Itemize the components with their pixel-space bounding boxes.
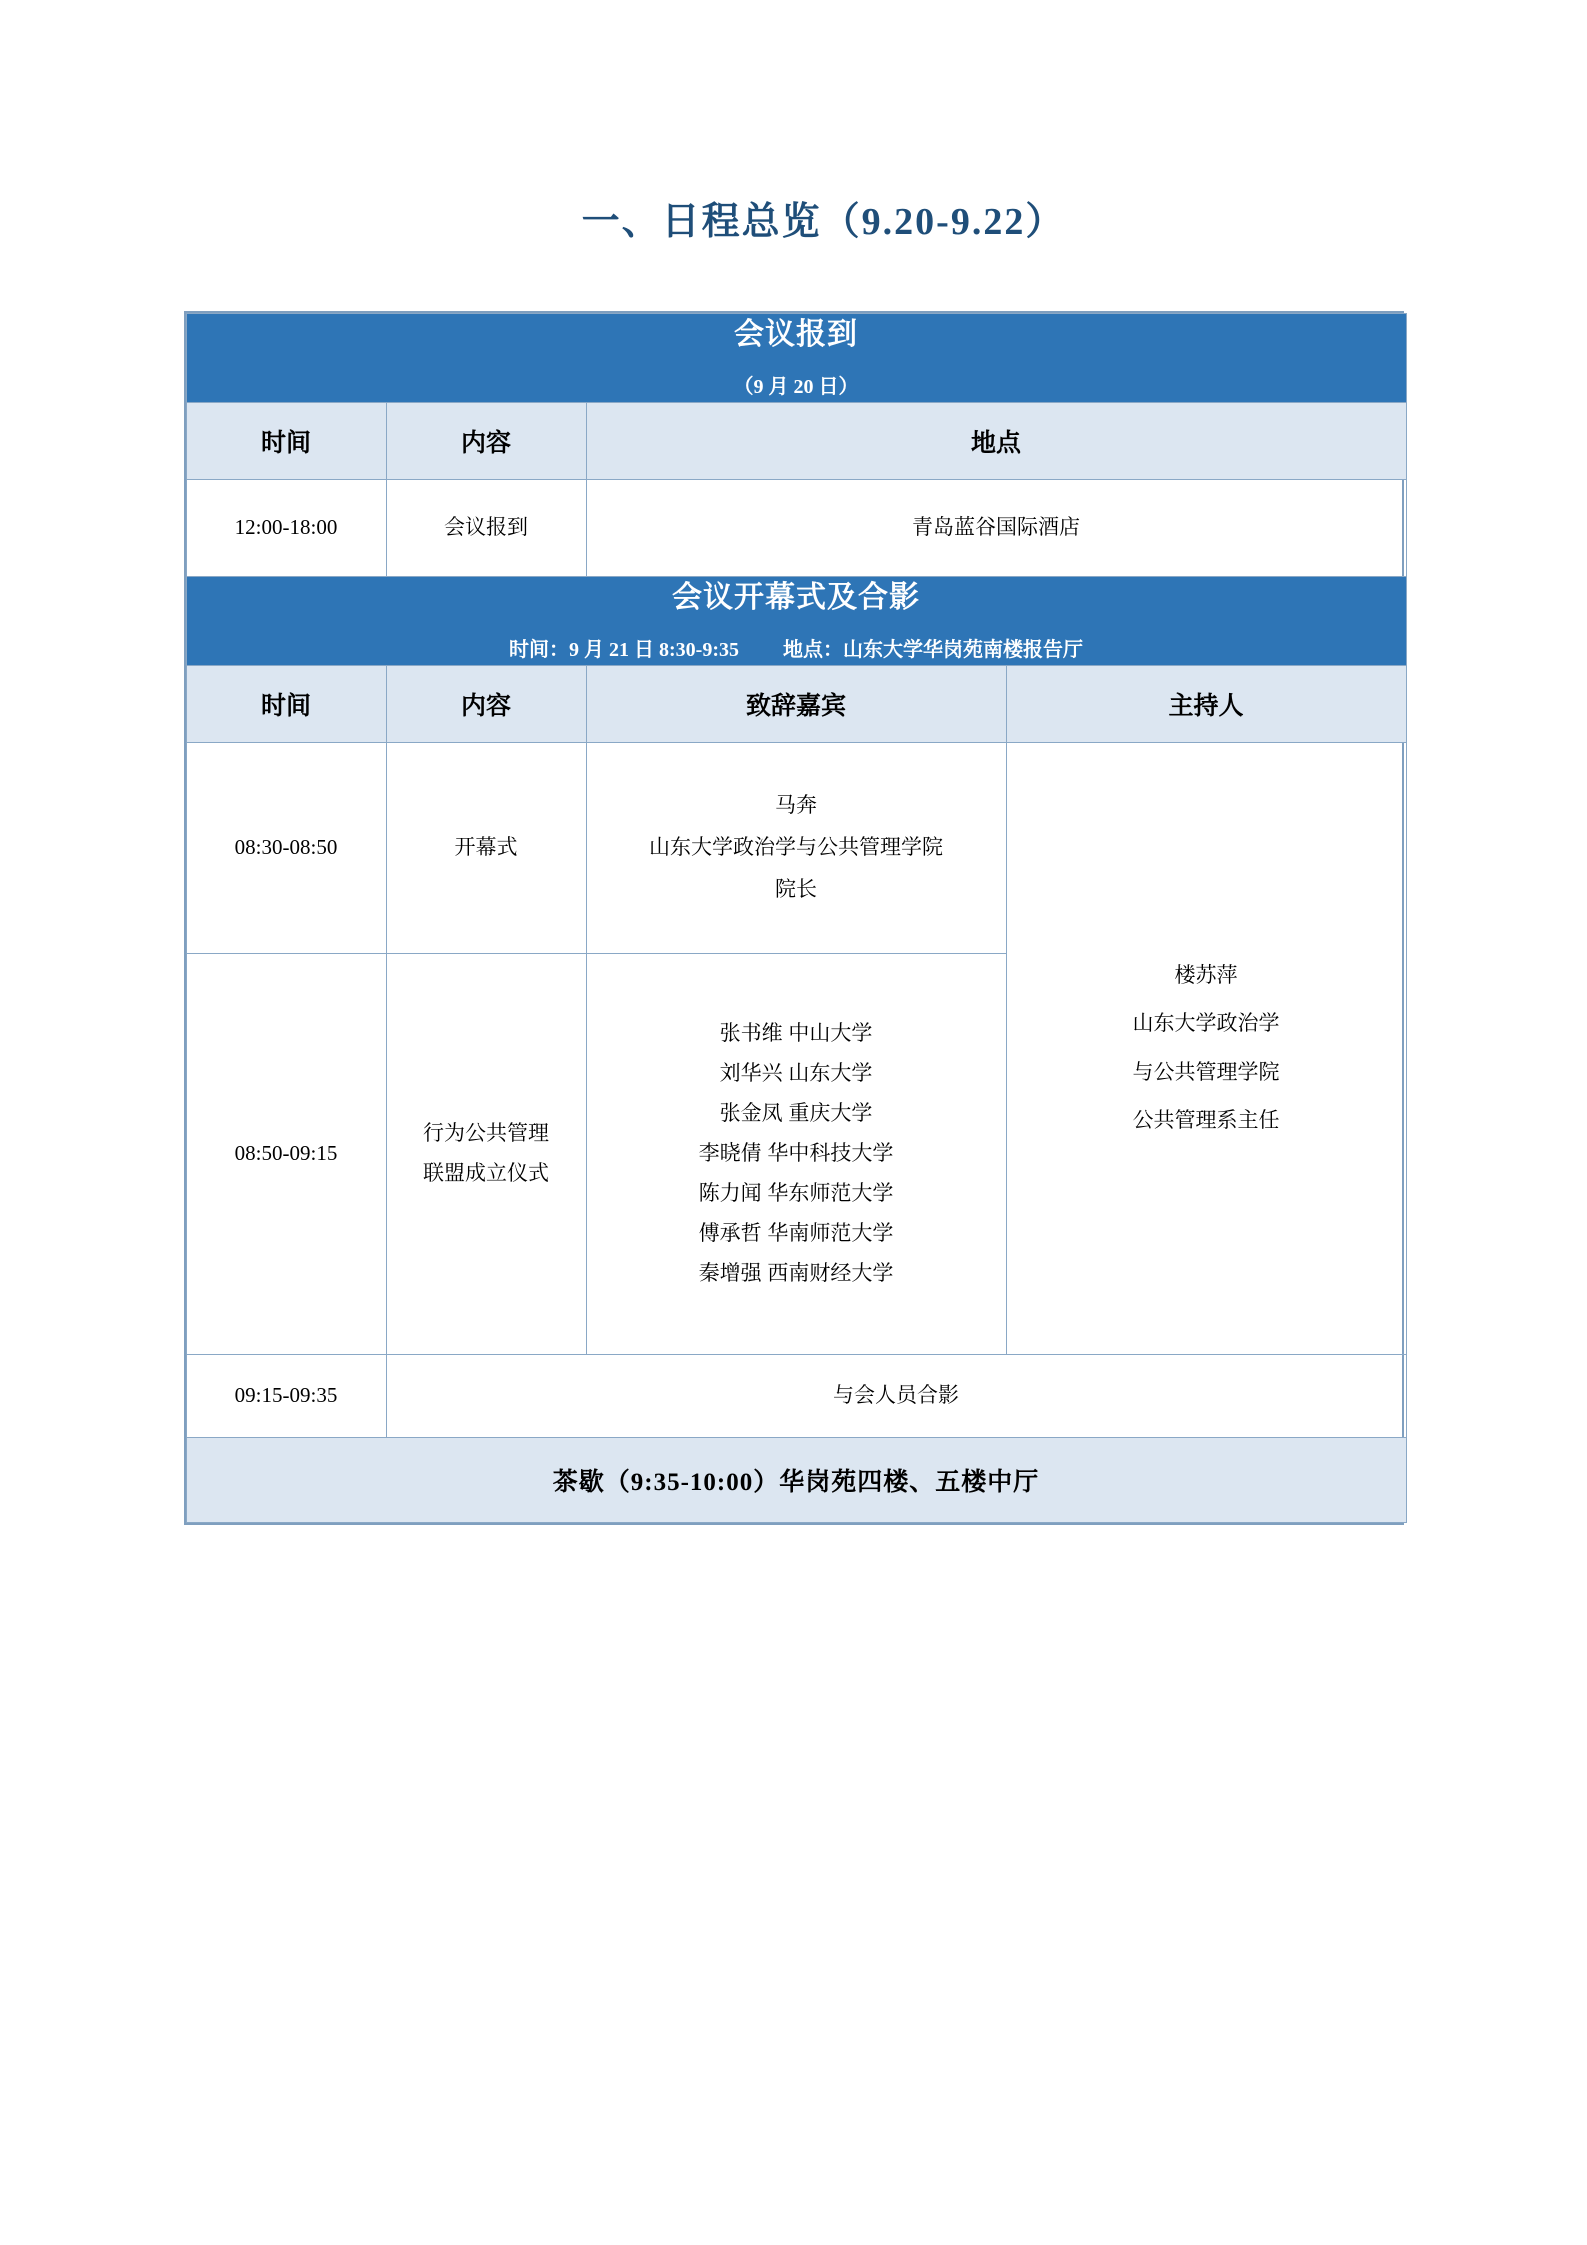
content-line-1: 行为公共管理	[423, 1122, 549, 1146]
opening-row2-content	[386, 954, 586, 1355]
content-line-2: 联盟成立仪式	[423, 1162, 549, 1185]
list-item: 陈力闻 华东师范大学	[698, 1181, 894, 1205]
tea-break-text: 茶歇（9:35-10:00）华岗苑四楼、五楼中厅	[186, 1438, 1406, 1523]
opening-row2-time: 08:50-09:15	[186, 954, 386, 1355]
list-item: 李晓倩 华中科技大学	[698, 1142, 894, 1166]
registration-header-place: 地点	[586, 403, 1406, 480]
opening-row1-guest	[586, 743, 1006, 954]
host-name: 楼苏萍	[1174, 963, 1238, 987]
registration-row-content: 会议报到	[386, 480, 586, 577]
opening-header-host: 主持人	[1006, 666, 1406, 743]
list-item: 秦增强 西南财经大学	[698, 1261, 894, 1285]
schedule-table-container	[184, 311, 1404, 1525]
registration-band-row	[186, 314, 1406, 403]
registration-row-time: 12:00-18:00	[186, 480, 386, 577]
registration-band-subtitle: （9 月 20 日）	[733, 376, 859, 398]
opening-header-content: 内容	[386, 666, 586, 743]
opening-band-subtitle	[187, 635, 1406, 665]
opening-row2-guest-list	[586, 954, 1006, 1355]
opening-row3-time: 09:15-09:35	[186, 1355, 386, 1438]
host-org-line1: 山东大学政治学	[1132, 1012, 1280, 1036]
host-role: 公共管理系主任	[1132, 1108, 1280, 1132]
table-row	[186, 480, 1406, 577]
opening-band-row	[186, 577, 1406, 666]
guest-name: 马奔	[775, 794, 817, 817]
page-title: 一、日程总览（9.20-9.22）	[581, 201, 1066, 243]
schedule-table	[186, 313, 1407, 1523]
opening-header-row	[186, 666, 1406, 743]
opening-host-cell	[1006, 743, 1406, 1355]
registration-header-row	[186, 403, 1406, 480]
opening-band-time: 时间：9 月 21 日 8:30-9:35	[509, 639, 739, 661]
opening-band-title: 会议开幕式及合影	[672, 581, 920, 614]
opening-row1-time: 08:30-08:50	[186, 743, 386, 954]
guest-role: 院长	[775, 878, 817, 901]
registration-row-place: 青岛蓝谷国际酒店	[586, 480, 1406, 577]
registration-header-content: 内容	[386, 403, 586, 480]
registration-band	[186, 314, 1406, 403]
list-item: 傅承哲 华南师范大学	[698, 1221, 894, 1245]
list-item: 刘华兴 山东大学	[719, 1062, 873, 1086]
opening-header-guest: 致辞嘉宾	[586, 666, 1006, 743]
registration-header-time: 时间	[186, 403, 386, 480]
list-item: 张书维 中山大学	[719, 1022, 873, 1046]
registration-band-title: 会议报到	[734, 318, 858, 351]
opening-header-time: 时间	[186, 666, 386, 743]
tea-break-row	[186, 1438, 1406, 1523]
opening-row1-content: 开幕式	[386, 743, 586, 954]
host-org-line2: 与公共管理学院	[1132, 1060, 1280, 1084]
table-row	[186, 743, 1406, 954]
opening-band-place: 地点：山东大学华岗苑南楼报告厅	[782, 639, 1083, 661]
list-item: 张金凤 重庆大学	[719, 1102, 873, 1126]
table-row	[186, 1355, 1406, 1438]
opening-row3-content: 与会人员合影	[386, 1355, 1406, 1438]
opening-band	[186, 577, 1406, 666]
guest-org: 山东大学政治学与公共管理学院	[649, 836, 943, 859]
